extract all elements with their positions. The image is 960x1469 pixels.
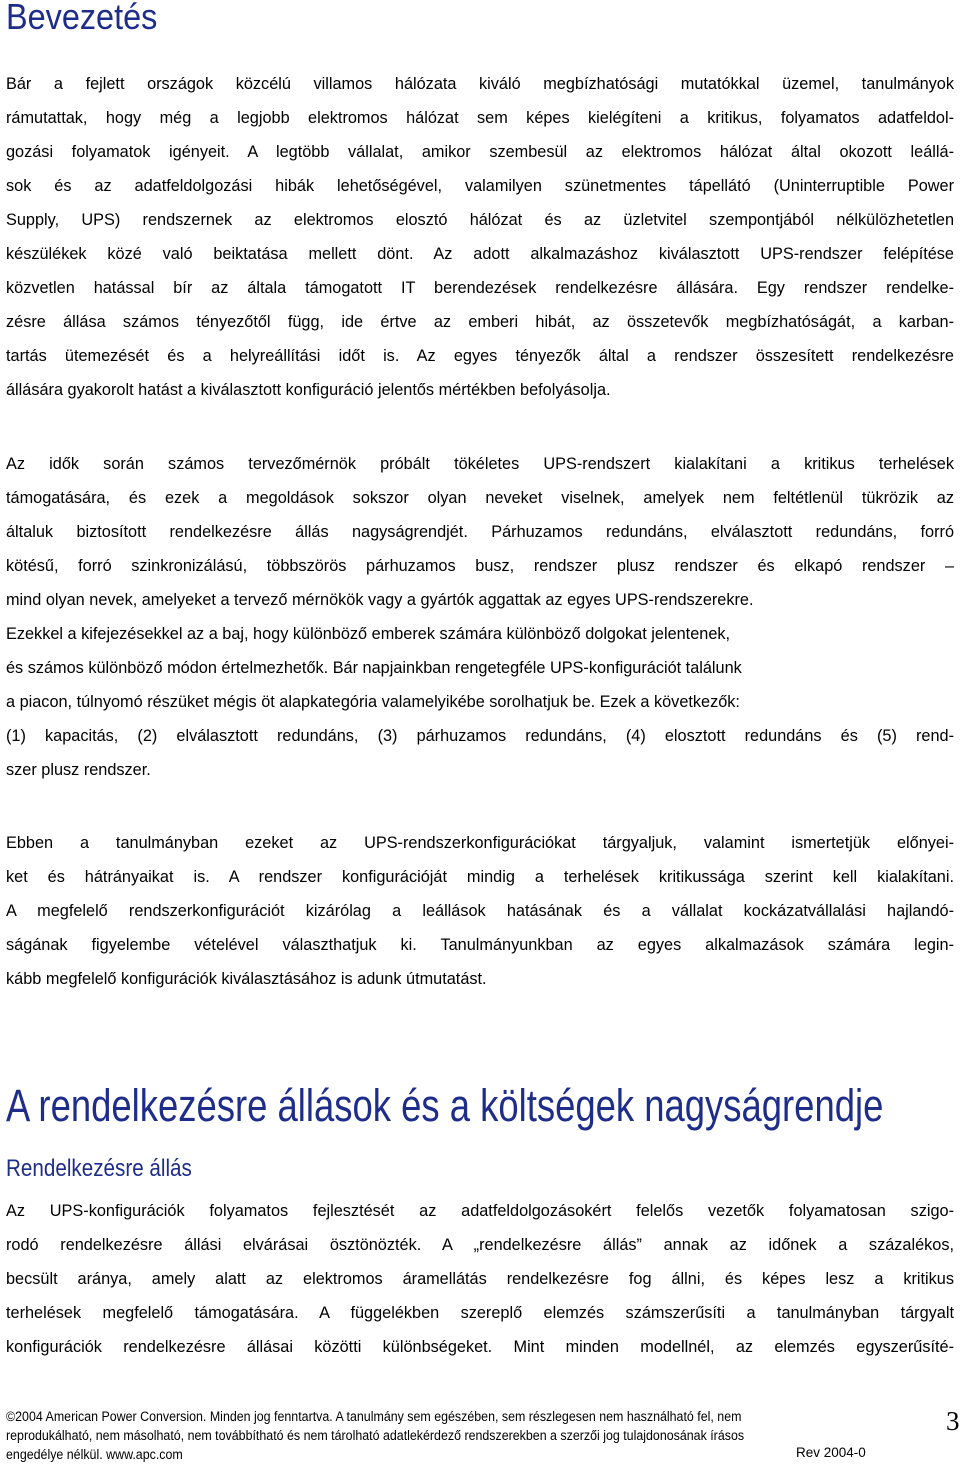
availability-paragraph xyxy=(6,1194,954,1364)
intro-paragraph-2 xyxy=(6,447,954,787)
text-line: Az UPS-konfigurációk folyamatos fejlesztését az adatfeldolgozásokért felelős vezetők folyamatosan szigo- xyxy=(6,1202,954,1220)
text-line: becsült aránya, amely alatt az elektromos áramellátás rendelkezésre fog állni, és képes lesz a kritikus xyxy=(6,1270,954,1288)
section-title-introduction: Bevezetés xyxy=(6,0,158,37)
text-line: támogatására, és ezek a megoldások sokszor olyan neveket viselnek, amelyek nem feltétlenül tükrözik az xyxy=(6,489,954,507)
text-line: sok és az adatfeldolgozási hibák lehetőségével, valamilyen szünetmentes tápellátó (Uninterruptible Power xyxy=(6,177,954,195)
text-line: és számos különböző módon értelmezhetők. Bár napjainkban rengetegféle UPS-konfigurációt találunk xyxy=(6,659,742,677)
text-line: ket és hátrányaikat is. A rendszer konfigurációját mindig a terhelések kritikussága szerint kell kialakítani. xyxy=(6,868,954,886)
intro-paragraph-1 xyxy=(6,67,954,407)
revision-label: Rev 2004-0 xyxy=(796,1445,866,1460)
text-line: ságának figyelembe vételével választhatjuk ki. Tanulmányunkban az egyes alkalmazások számára legin- xyxy=(6,936,954,954)
copyright-line: engedélye nélkül. www.apc.com xyxy=(6,1447,183,1462)
text-line: rodó rendelkezésre állási elvárásai ösztönözték. A „rendelkezésre állás” annak az időnek a százalékos, xyxy=(6,1236,954,1254)
section-title-availability-costs: A rendelkezésre állások és a költségek nagyságrendje xyxy=(6,1080,884,1131)
text-line: terhelések megfelelő támogatására. A függelékben szereplő elemzés számszerűsíti a tanulmányban tárgyalt xyxy=(6,1304,954,1322)
text-line: általuk biztosított rendelkezésre állás nagyságrendjét. Párhuzamos redundáns, elválasztott redundáns, forró xyxy=(6,523,954,541)
subsection-title-availability: Rendelkezésre állás xyxy=(6,1155,192,1182)
text-line: gozási folyamatok igényeit. A legtöbb vállalat, amikor szembesül az elektromos hálózat által okozott leállá- xyxy=(6,143,954,161)
text-line: kötésű, forró szinkronizálású, többszörös párhuzamos busz, rendszer plusz rendszer és elkapó rendszer – xyxy=(6,557,954,575)
copyright-line: ©2004 American Power Conversion. Minden jog fenntartva. A tanulmány sem egészében, sem részlegesen nem használható fel, nem xyxy=(6,1409,742,1424)
text-line: Ebben a tanulmányban ezeket az UPS-rendszerkonfigurációkat tárgyaljuk, valamint ismertetjük előnyei- xyxy=(6,834,954,852)
text-line: mind olyan nevek, amelyeket a tervező mérnökök vagy a gyártók aggattak az egyes UPS-rendszerekre. xyxy=(6,591,754,609)
text-line: Supply, UPS) rendszernek az elektromos elosztó hálózat és az üzletvitel szempontjából nélkülözhetetlen xyxy=(6,211,954,229)
text-line: Ezekkel a kifejezésekkel az a baj, hogy különböző emberek számára különböző dolgokat jelentenek, xyxy=(6,625,731,643)
text-line: zésre állása számos tényezőtől függ, ide értve az emberi hibát, az összetevők megbízhatóságát, a karban- xyxy=(6,313,954,331)
text-line: szer plusz rendszer. xyxy=(6,761,151,779)
page-footer xyxy=(6,1407,954,1464)
copyright-line: reprodukálható, nem másolható, nem továbbítható és nem tárolható adatlekérdező rendszerekben a szerzői jog tulajdonosának írásos xyxy=(6,1428,745,1443)
text-line: készülékek közé való beiktatása mellett dönt. Az adott alkalmazáshoz kiválasztott UPS-rendszer felépítése xyxy=(6,245,954,263)
text-line: A megfelelő rendszerkonfigurációt kizárólag a leállások hatásának és a vállalat kockázatvállalási hajlandó- xyxy=(6,902,954,920)
text-line: (1) kapacitás, (2) elválasztott redundáns, (3) párhuzamos redundáns, (4) elosztott redundáns és (5) rend- xyxy=(6,727,954,745)
intro-paragraph-3 xyxy=(6,826,954,996)
text-line: rámutattak, hogy még a legjobb elektromos hálózat sem képes kielégíteni a kritikus, folyamatos adatfeldol- xyxy=(6,109,954,127)
text-line: állására gyakorolt hatást a kiválasztott konfiguráció jelentős mértékben befolyásolja. xyxy=(6,381,611,399)
text-line: kább megfelelő konfigurációk kiválasztásához is adunk útmutatást. xyxy=(6,970,487,988)
text-line: közvetlen hatással bír az általa támogatott IT berendezések rendelkezésre állására. Egy rendszer rendelke- xyxy=(6,279,954,297)
page-number: 3 xyxy=(946,1406,960,1436)
text-line: konfigurációk rendelkezésre állásai közötti különbségeket. Mint minden modellnél, az elemzés egyszerűsíté- xyxy=(6,1338,954,1356)
text-line: a piacon, túlnyomó részüket mégis öt alapkategória valamelyikébe sorolhatjuk be. Ezek a következők: xyxy=(6,693,740,711)
text-line: tartás ütemezését és a helyreállítási időt is. Az egyes tényezők által a rendszer összesített rendelkezésre xyxy=(6,347,954,365)
text-line: Az idők során számos tervezőmérnök próbált tökéletes UPS-rendszert kialakítani a kritikus terhelések xyxy=(6,455,954,473)
text-line: Bár a fejlett országok közcélú villamos hálózata kiváló megbízhatósági mutatókkal üzemel, tanulmányok xyxy=(6,75,954,93)
